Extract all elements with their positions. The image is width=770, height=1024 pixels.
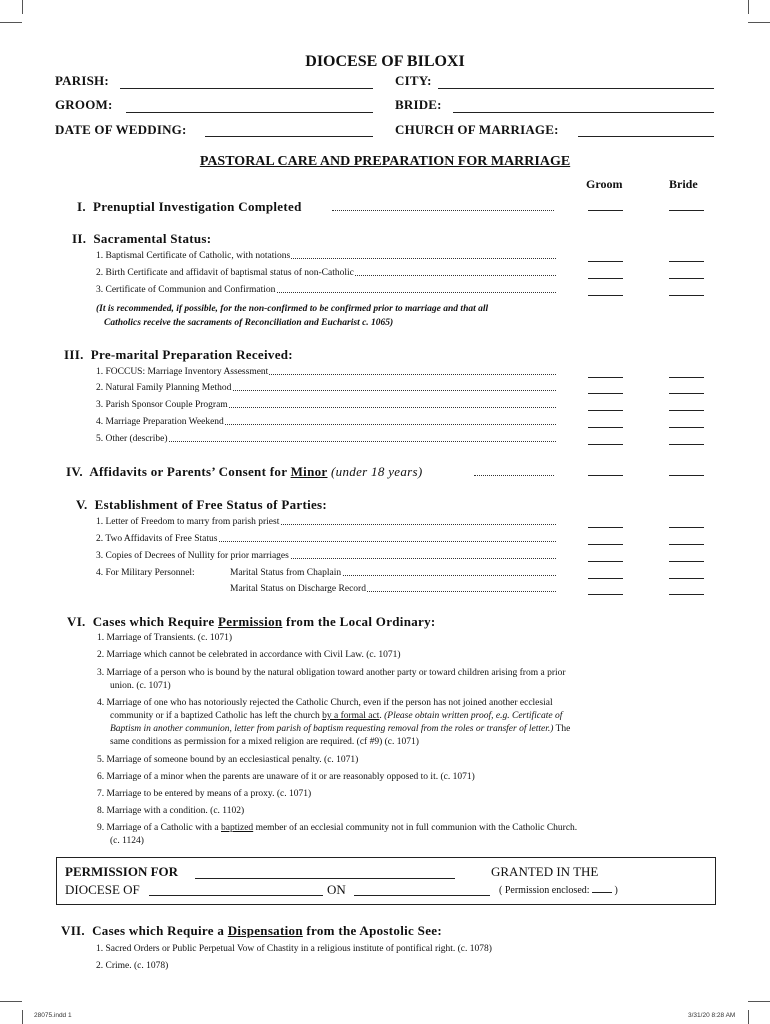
list-item — [96, 551, 556, 561]
section-number: III. — [64, 347, 84, 362]
section-number: VII. — [61, 923, 85, 938]
groom-check[interactable] — [588, 410, 623, 411]
section-title: Prenuptial Investigation Completed — [93, 199, 302, 214]
granted-label: GRANTED IN THE — [491, 864, 599, 879]
bride-check[interactable] — [669, 278, 704, 279]
item-label: 2. Natural Family Planning Method — [96, 383, 232, 393]
section-7-heading — [61, 923, 442, 939]
groom-check[interactable] — [588, 427, 623, 428]
list-item: 7. Marriage to be entered by means of a proxy. (c. 1071) — [97, 789, 312, 799]
list-item: 6. Marriage of a minor when the parents are unaware of it or are reasonably opposed to it. (c. 1071) — [97, 772, 475, 782]
section-title: Establishment of Free Status of Parties: — [94, 497, 328, 512]
bride-check[interactable] — [669, 295, 704, 296]
item-label: 1. FOCCUS: Marriage Inventory Assessment — [96, 367, 269, 377]
crop-mark — [748, 0, 749, 14]
city-field[interactable] — [438, 88, 714, 89]
crop-mark — [748, 22, 770, 23]
list-item — [96, 268, 556, 278]
crop-mark — [748, 1001, 770, 1002]
military-label: 4. For Military Personnel: — [96, 568, 195, 578]
list-item — [230, 584, 556, 594]
leader-dots — [474, 475, 554, 476]
item-label: 2. Birth Certificate and affidavit of baptismal status of non-Catholic — [96, 268, 354, 278]
list-item — [230, 568, 556, 578]
permission-for-label: PERMISSION FOR — [65, 864, 179, 879]
section-number: II. — [72, 231, 87, 246]
list-item — [97, 667, 717, 693]
item-label: 3. Parish Sponsor Couple Program — [96, 400, 228, 410]
item-text: 9. Marriage of a Catholic with a — [97, 823, 221, 833]
section-title: Cases which Require a — [92, 923, 228, 938]
groom-check[interactable] — [588, 475, 623, 476]
list-item — [96, 534, 556, 544]
bride-check[interactable] — [669, 410, 704, 411]
groom-check[interactable] — [588, 295, 623, 296]
bride-column-header: Bride — [669, 177, 698, 191]
date-field[interactable] — [205, 136, 373, 137]
list-item — [96, 417, 556, 427]
groom-check[interactable] — [588, 210, 623, 211]
list-item — [97, 822, 717, 848]
parish-field[interactable] — [120, 88, 373, 89]
section-6-heading — [67, 614, 436, 630]
item-line: 3. Marriage of a person who is bound by the natural obligation toward another party or toward children arising from a prior — [97, 668, 566, 678]
bride-check[interactable] — [669, 261, 704, 262]
section-number: V. — [76, 497, 88, 512]
diocese-field[interactable] — [149, 895, 323, 896]
item-line: 4. Marriage of one who has notoriously rejected the Catholic Church, even if the person has not joined another ecclesial — [97, 698, 553, 708]
city-label: CITY: — [395, 73, 432, 88]
item-label: 3. Copies of Decrees of Nullity for prior marriages — [96, 551, 289, 561]
bride-check[interactable] — [669, 377, 704, 378]
item-line: same conditions as permission for a mixed religion are required. (cf #9) (c. 1071) — [110, 737, 419, 747]
groom-check[interactable] — [588, 527, 623, 528]
groom-column-header: Groom — [586, 177, 623, 191]
note-line: Catholics receive the sacraments of Reconciliation and Eucharist c. 1065) — [104, 318, 394, 328]
form-title: PASTORAL CARE AND PREPARATION FOR MARRIAGE — [199, 154, 571, 169]
groom-check[interactable] — [588, 278, 623, 279]
section-title: Affidavits or Parents’ Consent for — [89, 464, 291, 479]
list-item: 5. Marriage of someone bound by an ecclesiastical penalty. (c. 1071) — [97, 755, 359, 765]
item-line — [97, 822, 717, 835]
list-item: 1. Marriage of Transients. (c. 1071) — [97, 633, 233, 643]
groom-check[interactable] — [588, 377, 623, 378]
list-item — [96, 251, 556, 261]
section-number: I. — [77, 199, 86, 214]
bride-check[interactable] — [669, 594, 704, 595]
bride-check[interactable] — [669, 527, 704, 528]
note-line: (It is recommended, if possible, for the non-confirmed to be confirmed prior to marriage and that all — [96, 304, 489, 314]
groom-check[interactable] — [588, 444, 623, 445]
groom-check[interactable] — [588, 578, 623, 579]
bride-check[interactable] — [669, 544, 704, 545]
item-label: 3. Certificate of Communion and Confirmation — [96, 285, 276, 295]
list-item — [96, 285, 556, 295]
section-title-suffix: from the Local Ordinary: — [282, 614, 436, 629]
groom-check[interactable] — [588, 261, 623, 262]
groom-label: GROOM: — [55, 97, 113, 112]
item-label: Marital Status on Discharge Record — [230, 584, 366, 594]
item-label: 4. Marriage Preparation Weekend — [96, 417, 224, 427]
bride-check[interactable] — [669, 475, 704, 476]
enclosed-close: ) — [614, 885, 618, 896]
permission-for-field[interactable] — [195, 878, 455, 879]
minor-word: Minor — [290, 464, 328, 479]
item-line — [97, 723, 717, 736]
on-label: ON — [327, 882, 346, 897]
enclosed-label: ( Permission enclosed: — [499, 885, 590, 896]
date-label: DATE OF WEDDING: — [55, 122, 187, 137]
section-2-heading — [72, 231, 211, 247]
section-number: IV. — [66, 464, 83, 479]
crop-mark — [0, 22, 22, 23]
bride-check[interactable] — [669, 210, 704, 211]
list-item — [96, 400, 556, 410]
item-line — [97, 710, 717, 723]
section-5-heading — [76, 497, 327, 513]
section-title-suffix: from the Apostolic See: — [302, 923, 442, 938]
list-item — [96, 367, 556, 377]
item-text: community or if a baptized Catholic has left the church — [110, 711, 323, 721]
church-field[interactable] — [578, 136, 714, 137]
section-number: VI. — [67, 614, 86, 629]
item-italic-text: Baptism in another communion, letter from parish of baptism requesting removal from the roles or transfer of letter.) — [110, 724, 554, 734]
list-item — [96, 434, 556, 444]
item-italic-text: (Please obtain written proof, e.g. Certificate of — [384, 711, 563, 721]
section-title: Sacramental Status: — [93, 231, 212, 246]
groom-field[interactable] — [126, 112, 373, 113]
item-label: 1. Letter of Freedom to marry from parish priest — [96, 517, 280, 527]
parish-label: PARISH: — [55, 73, 109, 88]
permission-date-field[interactable] — [354, 895, 490, 896]
crop-mark — [22, 0, 23, 14]
enclosed-field[interactable] — [592, 892, 612, 893]
footer-filename: 28075.indd 1 — [34, 1012, 72, 1019]
list-item: 2. Marriage which cannot be celebrated in accordance with Civil Law. (c. 1071) — [97, 650, 401, 660]
bride-check[interactable] — [669, 427, 704, 428]
permission-enclosed — [499, 885, 618, 896]
item-label: 2. Two Affidavits of Free Status — [96, 534, 218, 544]
section-title: Cases which Require — [92, 614, 219, 629]
groom-check[interactable] — [588, 544, 623, 545]
section-1-heading — [77, 199, 302, 215]
item-label: Marital Status from Chaplain — [230, 568, 342, 578]
section-title: Pre-marital Preparation Received: — [90, 347, 293, 362]
item-label: 5. Other (describe) — [96, 434, 168, 444]
leader-dots — [332, 210, 554, 211]
list-item: 2. Crime. (c. 1078) — [96, 961, 169, 971]
list-item: 1. Sacred Orders or Public Perpetual Vow of Chastity in a religious institute of pontifical right. (c. 1078) — [96, 944, 492, 954]
section-3-heading — [64, 347, 293, 363]
item-text: . — [379, 711, 385, 721]
crop-mark — [0, 1001, 22, 1002]
section-title-suffix: (under 18 years) — [327, 464, 423, 479]
bride-check[interactable] — [669, 578, 704, 579]
item-line: union. (c. 1071) — [110, 681, 171, 691]
list-item — [97, 697, 717, 749]
bride-field[interactable] — [453, 112, 714, 113]
crop-mark — [22, 1010, 23, 1024]
permission-box — [56, 857, 716, 905]
bride-check[interactable] — [669, 444, 704, 445]
page-title: DIOCESE OF BILOXI — [305, 53, 465, 70]
groom-check[interactable] — [588, 393, 623, 394]
church-label: CHURCH OF MARRIAGE: — [395, 122, 559, 137]
footer-timestamp: 3/31/20 8:28 AM — [688, 1012, 736, 1019]
baptized-word: baptized — [221, 823, 254, 833]
groom-check[interactable] — [588, 561, 623, 562]
groom-check[interactable] — [588, 594, 623, 595]
bride-check[interactable] — [669, 393, 704, 394]
diocese-of-label: DIOCESE OF — [65, 882, 140, 897]
crop-mark — [748, 1010, 749, 1024]
section-4-heading — [66, 464, 422, 480]
list-item — [96, 517, 556, 527]
list-item — [96, 383, 556, 393]
permission-word: Permission — [218, 614, 283, 629]
item-label: 1. Baptismal Certificate of Catholic, with notations — [96, 251, 291, 261]
bride-label: BRIDE: — [395, 97, 442, 112]
item-text: member of an ecclesial community not in full communion with the Catholic Church. — [253, 823, 578, 833]
list-item: 8. Marriage with a condition. (c. 1102) — [97, 806, 245, 816]
item-text: The — [553, 724, 571, 734]
bride-check[interactable] — [669, 561, 704, 562]
formal-act-text: by a formal act — [322, 711, 380, 721]
item-line: (c. 1124) — [110, 836, 144, 846]
dispensation-word: Dispensation — [227, 923, 303, 938]
